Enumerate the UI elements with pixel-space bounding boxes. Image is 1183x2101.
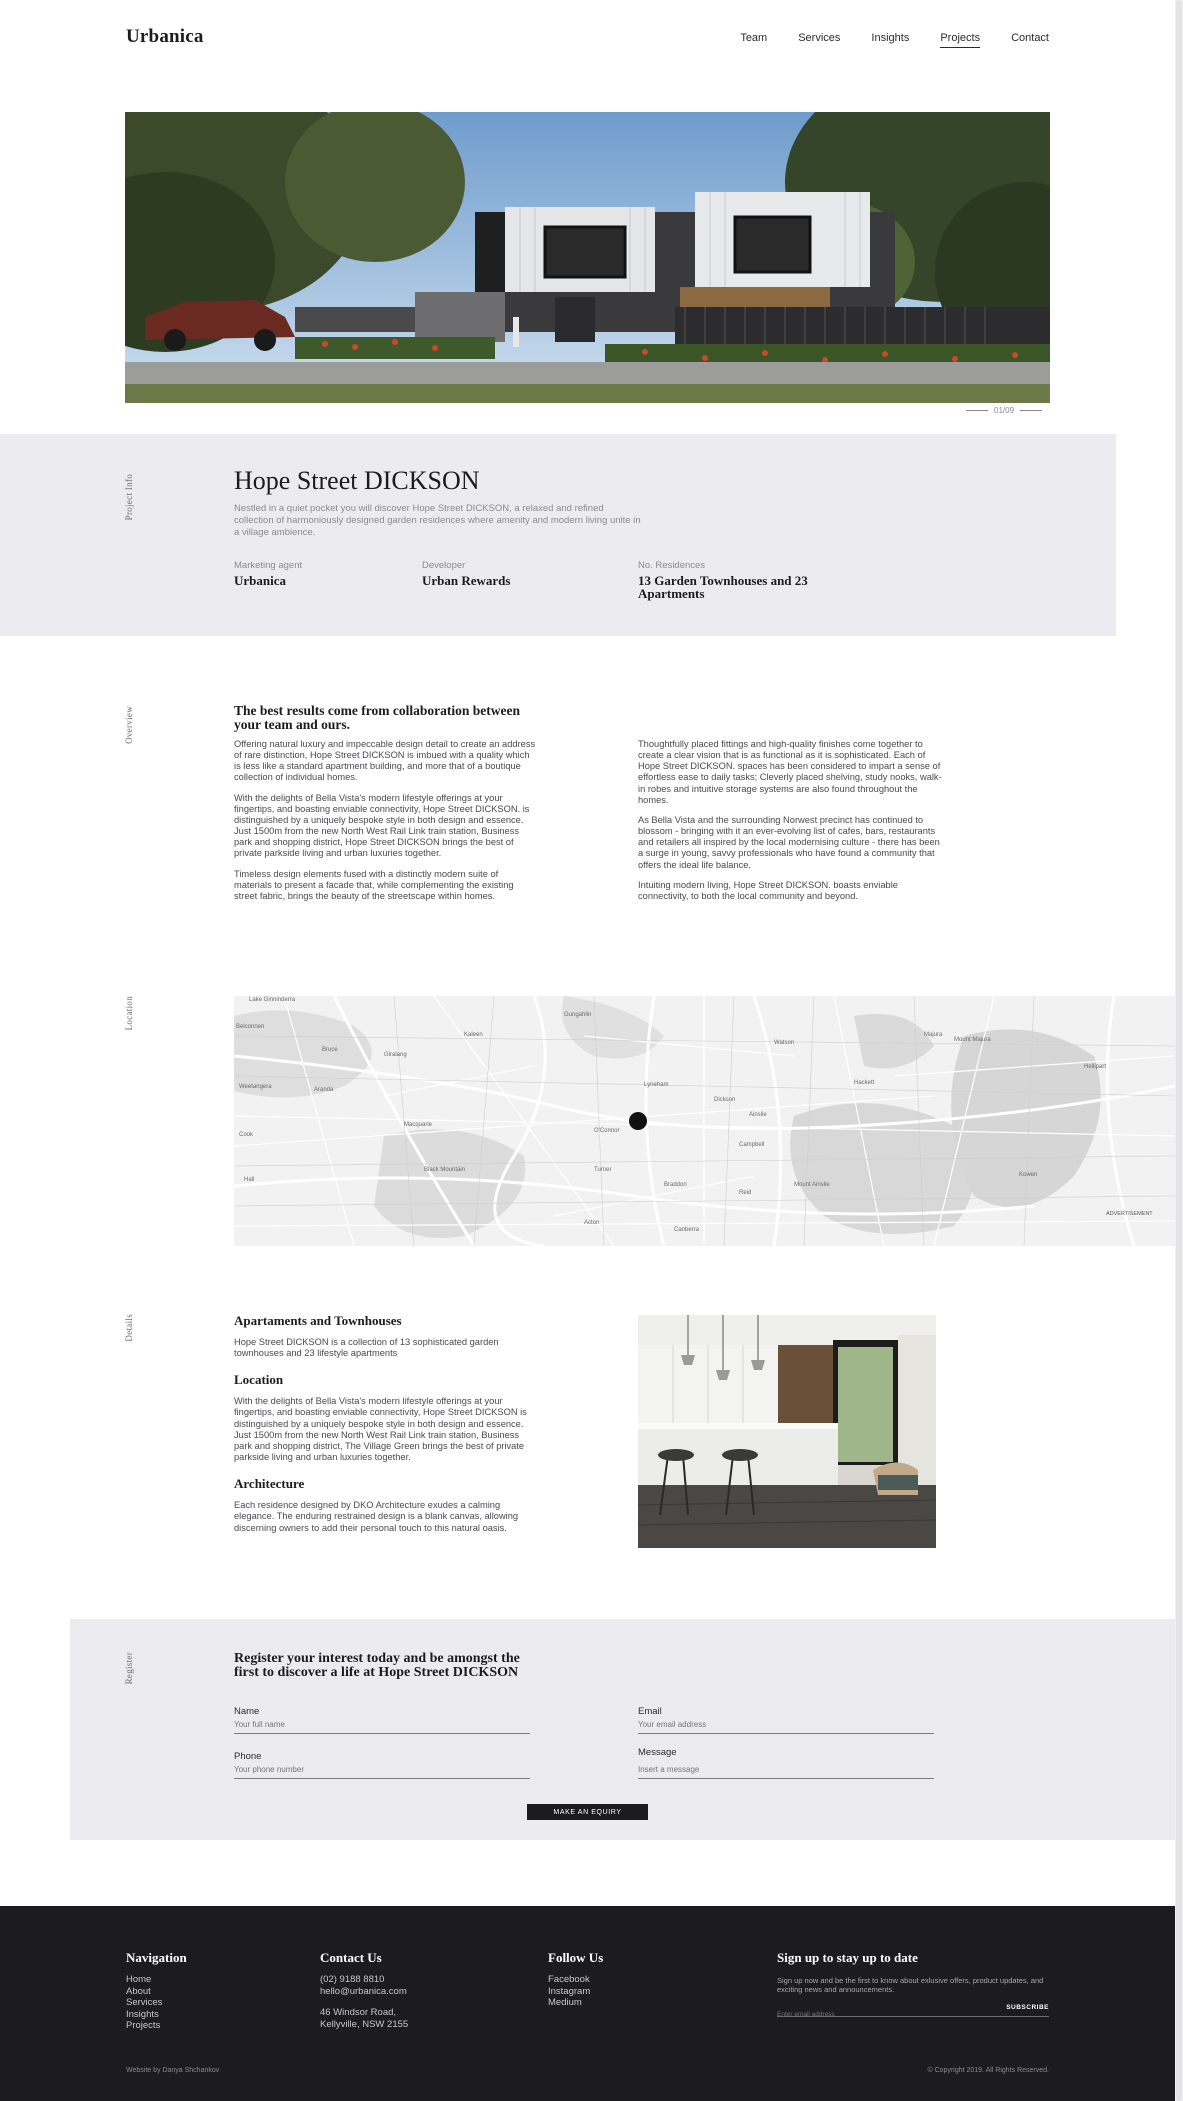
overview-heading: The best results come from collaboration between your team and ours. xyxy=(234,703,520,733)
map-label: Turner xyxy=(594,1167,612,1173)
field-label: Message xyxy=(638,1747,677,1758)
meta-label: No. Residences xyxy=(638,560,706,571)
map-canvas[interactable] xyxy=(234,996,1175,1246)
slider-next-arrow[interactable] xyxy=(1020,410,1042,411)
map-label: Giralang xyxy=(384,1052,407,1058)
overview-paragraph: Timeless design elements fused with a distinctly modern suite of materials to present a facade that, while complementing the existing street fabric, brings the beauty of the streetscape within homes. xyxy=(234,868,514,901)
map-label: Majura xyxy=(924,1032,943,1038)
details-block-title: Apartaments and Townhouses xyxy=(234,1313,402,1328)
nav-contact[interactable]: Contact xyxy=(1011,32,1049,44)
map-label: Cook xyxy=(239,1132,254,1138)
newsletter-form xyxy=(777,2003,1049,2017)
footer-email[interactable]: hello@urbanica.com xyxy=(320,1985,407,1997)
register-heading: Register your interest today and be amongst the first to discover a life at Hope Street DICKSON xyxy=(234,1651,520,1680)
overview-paragraph: With the delights of Bella Vista's modern lifestyle offerings at your fingertips, and boasting enviable connectivity, Hope Street DICKSON. is distinguished by a uniquely bespoke style in both design and essence. Just 1500m from the new North West Rail Link train station, Business park and shopping district, Hope Street DICKSON brings the best of private parkside living and urban luxuries together. xyxy=(234,792,530,859)
meta-label: Developer xyxy=(422,560,466,571)
map-label: Reid xyxy=(739,1190,752,1196)
footer-title: Follow Us xyxy=(548,1950,604,1965)
site-footer xyxy=(0,1906,1175,2101)
location-map[interactable] xyxy=(234,996,1175,1246)
newsletter-email-input[interactable] xyxy=(777,2011,977,2018)
phone-input[interactable] xyxy=(234,1762,530,1779)
overview-paragraph: Thoughtfully placed fittings and high-quality finishes come together to create a clear vision that is as functional as it is sophisticated. Each of Hope Street DICKSON. spaces has been considered to impart a sense of effortless ease to daily tasks; Cleverly placed shelving, study nooks, walk-in robes and intuitive storage systems are also found throughout the homes. xyxy=(638,739,942,805)
map-label: Macquarie xyxy=(404,1122,433,1128)
field-label: Email xyxy=(638,1706,662,1717)
message-field xyxy=(638,1747,934,1779)
map-label: Hall xyxy=(244,1177,255,1183)
slider-controls xyxy=(966,406,1042,415)
footer-link-services[interactable]: Services xyxy=(126,1997,163,2008)
email-input[interactable] xyxy=(638,1717,934,1734)
map-label: Mount Majura xyxy=(954,1037,991,1043)
meta-residences xyxy=(638,560,818,600)
map-label: Ainslie xyxy=(749,1112,767,1118)
kitchen-illustration xyxy=(638,1315,936,1548)
map-label: Mount Ainslie xyxy=(794,1182,830,1188)
email-field xyxy=(638,1706,934,1734)
footer-link-home[interactable]: Home xyxy=(126,1974,152,1985)
footer-copyright: © Copyright 2019. All Rights Reserved. xyxy=(927,2067,1049,2074)
overview-paragraph: As Bella Vista and the surrounding Norwest precinct has continued to blossom - bringing with it an ever-evolving list of cafes, bars, restaurants and retailers all inspired by the local modernising culture - there has been a surge in young, savvy professionals who have found a community that offers the ideal life balance. xyxy=(638,814,940,870)
kitchen-image xyxy=(638,1315,936,1548)
footer-address-line: Kellyville, NSW 2155 xyxy=(320,2018,409,2030)
nav-insights[interactable]: Insights xyxy=(871,32,910,44)
map-label: Kaleen xyxy=(464,1032,483,1038)
subscribe-button[interactable]: SUBSCRIBE xyxy=(1006,2003,1049,2011)
meta-value: 13 Garden Townhouses and 23 Apartments xyxy=(638,573,808,601)
footer-title: Sign up to stay up to date xyxy=(777,1950,918,1965)
details-block-title: Architecture xyxy=(234,1476,305,1492)
slide-counter: 01/09 xyxy=(994,406,1015,415)
footer-follow xyxy=(548,1950,603,2009)
map-label: Campbell xyxy=(739,1142,765,1148)
map-label: Lyneham xyxy=(644,1082,669,1088)
spacer xyxy=(320,1997,408,2007)
map-label: Hellipart xyxy=(1084,1064,1107,1070)
name-field xyxy=(234,1706,530,1734)
details-block-text: With the delights of Bella Vista's modern lifestyle offerings at your fingertips, and boasting enviable connectivity, Hope Street DICKSON is distinguished by a uniquely bespoke style in both design and essence. Just 1500m from the new North West Rail Link train station, Business park and shopping district, The Village Green brings the best of private parkside living and urban luxuries together. xyxy=(234,1396,527,1463)
scrollbar-thumb[interactable] xyxy=(1176,0,1182,2101)
project-description: Nestled in a quiet pocket you will discover Hope Street DICKSON, a relaxed and refined collection of harmoniously designed garden residences where amenity and modern living unite in a village ambience. xyxy=(234,503,641,538)
footer-phone[interactable]: (02) 9188 8810 xyxy=(320,1974,385,1985)
make-enquiry-button[interactable]: MAKE AN EQUIRY xyxy=(527,1804,648,1820)
page-scrollbar[interactable] xyxy=(1175,0,1183,2101)
map-label: Kowen xyxy=(1019,1172,1038,1178)
nav-team[interactable]: Team xyxy=(740,32,768,44)
section-label-register: Register xyxy=(124,1652,134,1685)
overview-paragraph: Intuiting modern living, Hope Street DICKSON. boasts enviable connectivity, to both the local community and beyond. xyxy=(638,879,898,901)
footer-title: Navigation xyxy=(126,1950,187,1965)
hero-house-illustration xyxy=(125,112,1050,403)
footer-newsletter xyxy=(777,1950,1049,2017)
map-label: Bruce xyxy=(322,1047,338,1053)
map-label: Watson xyxy=(774,1040,795,1046)
details-content xyxy=(234,1313,534,1534)
footer-title: Contact Us xyxy=(320,1950,382,1965)
site-logo[interactable]: Urbanica xyxy=(126,26,204,47)
phone-field xyxy=(234,1751,530,1779)
map-label: Acton xyxy=(584,1220,600,1226)
map-label: Braddon xyxy=(664,1182,687,1188)
name-input[interactable] xyxy=(234,1717,530,1734)
overview-paragraph: Offering natural luxury and impeccable design detail to create an address of rare distinction, Hope Street DICKSON is imbued with a quality which is less like a standard apartment building, and more that of a boutique collection of individual homes. xyxy=(234,739,536,783)
footer-link-insights[interactable]: Insights xyxy=(126,2008,159,2020)
nav-projects[interactable]: Projects xyxy=(940,32,980,48)
section-label-overview: Overview xyxy=(124,706,134,744)
field-label: Name xyxy=(234,1706,260,1717)
map-label: Weetangera xyxy=(239,1084,272,1090)
footer-link-about[interactable]: About xyxy=(126,1985,151,1997)
map-label: Lake Ginninderra xyxy=(249,997,296,1003)
meta-marketing-agent xyxy=(234,560,302,587)
map-watermark: ADVERTISEMENT xyxy=(1106,1211,1153,1217)
map-label: Aranda xyxy=(314,1087,334,1093)
map-label: Canberra xyxy=(674,1227,700,1233)
footer-link-facebook[interactable]: Facebook xyxy=(548,1974,590,1985)
map-pin-icon[interactable] xyxy=(629,1112,647,1130)
map-label: Dickson xyxy=(714,1097,736,1103)
hero-image xyxy=(125,112,1050,403)
main-nav xyxy=(709,32,1049,48)
map-label: O'Connor xyxy=(594,1128,620,1134)
section-label-details: Details xyxy=(124,1314,134,1342)
map-label: Belconnen xyxy=(236,1024,265,1030)
section-label-project-info: Project Info xyxy=(124,474,134,521)
message-input[interactable] xyxy=(638,1762,934,1779)
slider-prev-arrow[interactable] xyxy=(966,410,988,411)
map-label: Black Mountain xyxy=(424,1167,466,1173)
footer-link-instagram[interactable]: Instagram xyxy=(548,1985,591,1997)
footer-navigation xyxy=(126,1950,187,2032)
project-title: Hope Street DICKSON xyxy=(234,466,480,495)
footer-link-medium[interactable]: Medium xyxy=(548,1997,582,2008)
map-label: Hackett xyxy=(854,1080,875,1086)
overview-right-column xyxy=(638,739,943,911)
field-label: Phone xyxy=(234,1751,262,1762)
nav-services[interactable]: Services xyxy=(798,32,841,44)
footer-credit[interactable]: Website by Danya Shchankov xyxy=(126,2067,220,2074)
newsletter-text: Sign up now and be the first to know about exlusive offers, product updates, and exciting news and announcements. xyxy=(777,1976,1044,1995)
meta-developer xyxy=(422,560,510,587)
overview-left-column xyxy=(234,739,536,911)
details-block-text: Each residence designed by DKO Architecture exudes a calming elegance. The enduring restrained design is a blank canvas, allowing discerning owners to add their personal touch to this natural oasis. xyxy=(234,1500,519,1533)
meta-value: Urban Rewards xyxy=(422,573,511,588)
details-block-title: Location xyxy=(234,1372,284,1388)
footer-address-line: 46 Windsor Road, xyxy=(320,2007,397,2018)
details-block-text: Hope Street DICKSON is a collection of 13 sophisticated garden townhouses and 23 lifestyle apartments xyxy=(234,1337,499,1359)
footer-contact xyxy=(320,1950,408,2030)
meta-label: Marketing agent xyxy=(234,560,303,571)
meta-value: Urbanica xyxy=(234,573,286,588)
map-label: Gungahlin xyxy=(564,1012,592,1018)
footer-link-projects[interactable]: Projects xyxy=(126,2020,161,2031)
section-label-location: Location xyxy=(124,996,134,1031)
